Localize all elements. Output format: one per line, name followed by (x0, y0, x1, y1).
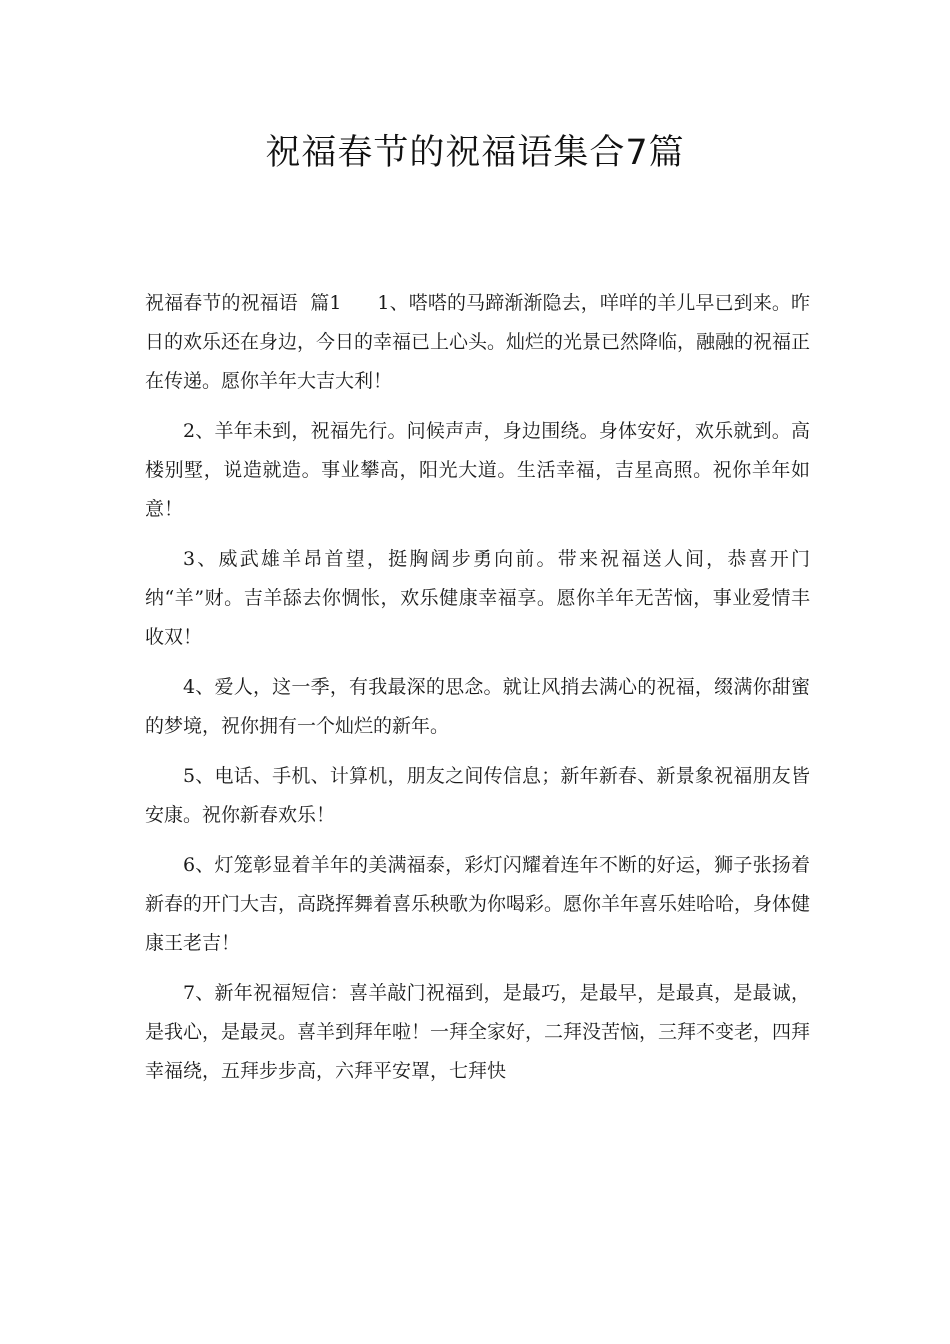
paragraph-5: 5、电话、手机、计算机，朋友之间传信息；新年新春、新景象祝福朋友皆安康。祝你新春欢乐！ (145, 765, 810, 826)
paragraph-text: 1、嗒嗒的马蹄渐渐隐去，咩咩的羊儿早已到来。昨日的欢乐还在身边，今日的幸福已上心头。灿烂的光景已然降临，融融的祝福正在传递。愿你羊年大吉大利！ (145, 292, 811, 392)
paragraph-4: 4、爱人，这一季，有我最深的思念。就让风捎去满心的祝福，缀满你甜蜜的梦境，祝你拥有一个灿烂的新年。 (145, 676, 810, 737)
paragraph-7: 7、新年祝福短信：喜羊敲门祝福到，是最巧，是最早，是最真，是最诚，是我心，是最灵。喜羊到拜年啦！一拜全家好，二拜没苦恼，三拜不变老，四拜幸福绕，五拜步步高，六拜平安罩，七拜快 (145, 982, 811, 1082)
paragraph-3: 3、威武雄羊昂首望，挺胸阔步勇向前。带来祝福送人间，恭喜开门纳“羊”财。吉羊舔去你惆怅，欢乐健康幸福享。愿你羊年无苦恼，事业爱情丰收双！ (145, 548, 810, 648)
document-body (145, 284, 810, 1102)
paragraph-6: 6、灯笼彰显着羊年的美满福泰，彩灯闪耀着连年不断的好运，狮子张扬着新春的开门大吉，高跷挥舞着喜乐秧歌为你喝彩。愿你羊年喜乐娃哈哈，身体健康王老吉！ (145, 854, 811, 954)
section-heading: 祝福春节的祝福语 篇1 (145, 292, 342, 314)
paragraph-2: 2、羊年未到，祝福先行。问候声声，身边围绕。身体安好，欢乐就到。高楼别墅，说造就造。事业攀高，阳光大道。生活幸福，吉星高照。祝你羊年如意！ (145, 420, 810, 520)
paragraph-1 (145, 284, 810, 401)
document-title: 祝福春节的祝福语集合7篇 (265, 133, 685, 173)
